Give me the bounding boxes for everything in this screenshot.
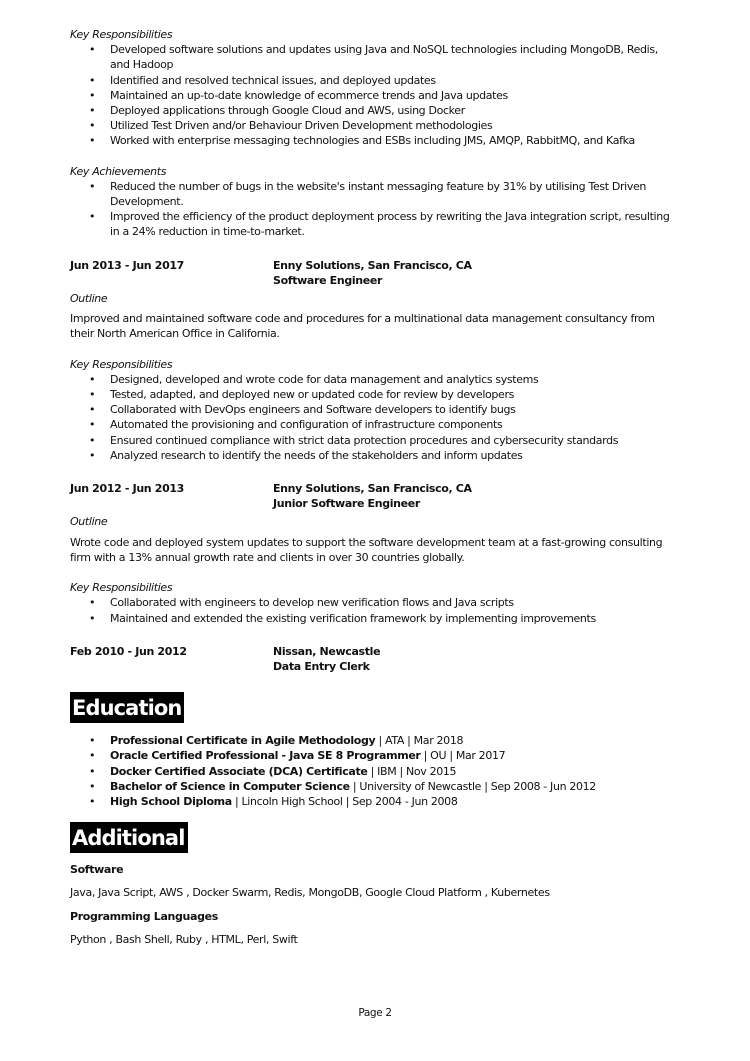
- education-name: Bachelor of Science in Computer Science: [110, 779, 350, 793]
- list-item: • Tested, adapted, and deployed new or updated code for review by developers: [110, 387, 680, 402]
- job-dates: Feb 2010 - Jun 2012: [70, 644, 187, 658]
- list-item: • Reduced the number of bugs in the website's instant messaging feature by 31% by utilising Test Driven Development.: [110, 179, 680, 209]
- education-item: [110, 748, 680, 763]
- job-dates: Jun 2013 - Jun 2017: [70, 258, 184, 272]
- education-heading: Education: [70, 692, 184, 723]
- outline-label: Outline: [70, 292, 108, 306]
- education-name: Docker Certified Associate (DCA) Certificate: [110, 764, 368, 778]
- list-item: • Worked with enterprise messaging technologies and ESBs including JMS, AMQP, RabbitMQ, and Kafka: [110, 133, 680, 148]
- key-achievements-label: Key Achievements: [70, 164, 167, 178]
- list-item: • Automated the provisioning and configuration of infrastructure components: [110, 417, 680, 432]
- education-details: | OU | Mar 2017: [420, 749, 506, 763]
- job-meta: [273, 481, 472, 511]
- key-responsibilities-label: Key Responsibilities: [70, 28, 173, 41]
- list-item: • Analyzed research to identify the needs of the stakeholders and inform updates: [110, 448, 680, 463]
- education-item: [110, 733, 680, 748]
- responsibilities-list: [70, 372, 680, 463]
- achievements-list: [70, 179, 680, 240]
- job-company: Enny Solutions, San Francisco, CA: [273, 482, 472, 496]
- outline-text: Improved and maintained software code and procedures for a multinational data management consultancy from their North American Office in California.: [70, 312, 655, 341]
- education-details: | IBM | Nov 2015: [367, 764, 457, 778]
- education-item: [110, 779, 680, 794]
- software-label: Software: [70, 863, 124, 877]
- job-title: Data Entry Clerk: [273, 659, 370, 673]
- job-meta: [273, 644, 380, 674]
- education-name: High School Diploma: [110, 794, 232, 808]
- key-responsibilities-label: Key Responsibilities: [70, 357, 173, 371]
- programming-languages-label: Programming Languages: [70, 909, 218, 923]
- list-item: • Developed software solutions and updates using Java and NoSQL technologies including MongoDB, Redis, and Hadoop: [110, 42, 680, 72]
- page-number: Page 2: [358, 1007, 392, 1019]
- programming-languages-list: Python , Bash Shell, Ruby , HTML, Perl, Swift: [70, 932, 298, 946]
- education-name: Oracle Certified Professional - Java SE 8 Programmer: [110, 749, 421, 763]
- education-details: | Lincoln High School | Sep 2004 - Jun 2008: [231, 794, 458, 808]
- list-item: • Maintained and extended the existing verification framework by implementing improvements: [110, 611, 680, 626]
- list-item: • Identified and resolved technical issues, and deployed updates: [110, 73, 680, 88]
- job-company: Enny Solutions, San Francisco, CA: [273, 258, 472, 272]
- list-item: • Ensured continued compliance with strict data protection procedures and cybersecurity standards: [110, 433, 680, 448]
- outline-label: Outline: [70, 515, 108, 529]
- job-header: [70, 258, 680, 288]
- education-list: [70, 733, 680, 809]
- education-details: | ATA | Mar 2018: [375, 734, 464, 748]
- list-item: • Designed, developed and wrote code for data management and analytics systems: [110, 372, 680, 387]
- list-item: • Utilized Test Driven and/or Behaviour Driven Development methodologies: [110, 118, 680, 133]
- job-header: [70, 481, 680, 511]
- additional-heading: Additional: [70, 822, 188, 853]
- responsibilities-list: [70, 42, 680, 148]
- list-item: • Collaborated with DevOps engineers and Software developers to identify bugs: [110, 402, 680, 417]
- job-company: Nissan, Newcastle: [273, 644, 381, 658]
- education-name: Professional Certificate in Agile Methodology: [110, 734, 376, 748]
- education-item: [110, 794, 680, 809]
- education-item: [110, 764, 680, 779]
- job-title: Software Engineer: [273, 273, 383, 287]
- list-item: • Deployed applications through Google Cloud and AWS, using Docker: [110, 103, 680, 118]
- list-item: • Improved the efficiency of the product deployment process by rewriting the Java integration script, resulting in a 24% reduction in time-to-market.: [110, 209, 680, 239]
- education-details: | University of Newcastle | Sep 2008 - Jun 2012: [349, 779, 596, 793]
- responsibilities-list: [70, 595, 680, 625]
- job-title: Junior Software Engineer: [273, 497, 420, 511]
- job-meta: [273, 258, 472, 288]
- outline-text: Wrote code and deployed system updates to support the software development team at a fast-growing consulting firm with a 13% annual growth rate and clients in over 30 countries globally.: [70, 535, 663, 564]
- job-dates: Jun 2012 - Jun 2013: [70, 482, 184, 496]
- list-item: • Collaborated with engineers to develop new verification flows and Java scripts: [110, 595, 680, 610]
- job-header: [70, 644, 680, 674]
- key-responsibilities-label: Key Responsibilities: [70, 581, 173, 595]
- software-list: Java, Java Script, AWS , Docker Swarm, Redis, MongoDB, Google Cloud Platform , Kubernetes: [70, 886, 550, 900]
- list-item: • Maintained an up-to-date knowledge of ecommerce trends and Java updates: [110, 88, 680, 103]
